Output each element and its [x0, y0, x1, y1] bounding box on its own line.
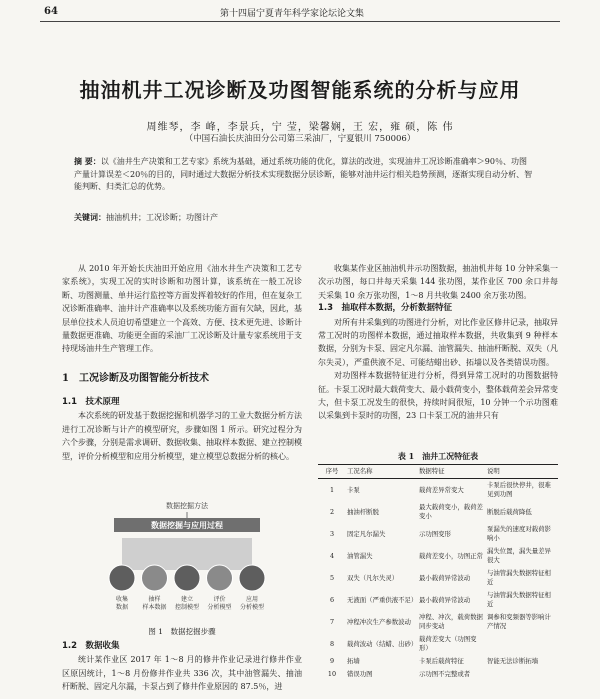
figure-step-circle	[109, 565, 135, 591]
affiliation: （中国石油长庆油田分公司第三采油厂，宁夏银川 750006）	[184, 134, 416, 144]
section-1-2	[62, 640, 302, 694]
figure-step-circle	[174, 565, 200, 591]
table-cell: 最小载荷异常波动	[419, 573, 471, 582]
section-1-2-heading: 1.2 数据收集	[62, 641, 120, 651]
section-1-heading: 1 工况诊断及功图智能分析技术	[62, 373, 209, 384]
figure-banner-text: 数据挖掘与应用过程	[151, 521, 223, 530]
table-cell: 卡泵	[347, 485, 360, 494]
right-column	[318, 262, 558, 423]
section-1-3-heading: 1.3 抽取样本数据，分析数据特征	[318, 303, 453, 314]
table-row	[318, 501, 558, 523]
table-cell: 7	[329, 617, 335, 626]
table-cell: 载荷差异常变大	[419, 485, 464, 494]
table-cell: 8	[329, 639, 335, 648]
table-cell: 卡泵后载荷特征	[419, 657, 464, 665]
table-cell: 拓墙	[347, 657, 360, 665]
table-row	[318, 523, 558, 545]
table-header-cell: 序号	[318, 465, 346, 479]
running-title: 第十四届宁夏青年科学家论坛论文集	[220, 9, 365, 19]
figure-top-label: 数据挖掘方法	[166, 502, 208, 510]
table-cell: 4	[329, 551, 335, 560]
table-cell: 与油管漏失数据特征相近	[487, 569, 551, 586]
right-paragraph-3: 对功图样本数据特征进行分析，得到异常工况时的功图数据特征。卡泵工况时最大载荷变大、最小载荷变小，整体载荷差会异常变大，但卡泵工况发生的很快，持续时间很短，10 分钟一个示功图难以采集到卡泵时的功图，23 口卡泵工况的油井只有	[318, 371, 558, 421]
table-cell: 卡泵后很快停井，很难见到功图	[487, 481, 551, 498]
abstract-label: 摘 要：	[74, 157, 101, 166]
table-cell: 错误功图	[347, 670, 373, 678]
table-header-cell: 说明	[486, 465, 558, 479]
table-cell: 最大载荷变小，载荷差变小	[419, 503, 483, 520]
figure-step-sublabel: 样本数据	[142, 604, 167, 611]
table-cell: 调参和变频器等影响计产情况	[487, 613, 551, 630]
abstract-text: 以《油井生产决策和工艺专家》系统为基础，通过系统功能的优化，算法的改进，实现油井工况诊断准确率＞90％、功图产量计算误差＜20％的目的，同时通过大数据分析技术实现数据分层诊断，能够对油井运行相关趋势预测，逐渐实现自动分析、智能判断、归类汇总的优势。	[74, 157, 533, 191]
keywords	[74, 212, 534, 223]
section-1-1	[62, 396, 302, 463]
right-paragraph-2: 对所有井采集到的功图进行分析，对比作业区修井记录，抽取异常工况时的功图样本数据，通过抽取样本数据，共收集到 9 种样本数据，分别为卡泵、固定凡尔漏、油管漏失、抽油杆断脱、双失（凡尔失灵），严重供液不足、可能结蜡出砂、拓墙以及各类错误功图。	[318, 317, 558, 367]
table-cell: 示功图不完整或者	[419, 670, 471, 678]
table-cell: 智能无法诊断拓墙	[487, 657, 539, 665]
table-cell: 载荷差变大（功图变形）	[419, 635, 477, 652]
table-header-cell: 数据特征	[418, 465, 486, 479]
table-row	[318, 545, 558, 567]
figure-step-label: 评价	[213, 596, 226, 603]
figure-step-circle	[142, 565, 168, 591]
table-cell: 无液面（严重供液不足）	[347, 595, 418, 604]
table-cell: 10	[327, 670, 337, 678]
figure-step-circle	[207, 565, 233, 591]
table-cell	[486, 633, 558, 655]
table-cell: 抽油杆断脱	[347, 507, 379, 516]
figure-step-sublabel: 分析模型	[239, 604, 265, 611]
table-cell: 5	[329, 573, 335, 582]
table-cell: 示功图变形	[419, 529, 451, 538]
figure-step-circle	[239, 565, 265, 591]
intro-paragraph: 从 2010 年开始长庆油田开始应用《油水井生产决策和工艺专家系统》，实现工况的实时诊断和功图计算，该系统在一般工况诊断、功图测量、单井运行监控等方面发挥着较好的作用，但在复杂工况诊断准确率、油井计产准确率以及系统功能方面有欠缺，因此，基层单位技术人员迫切希望建立一个高效、方便、技术更先进、诊断计量数据更准确、功能更全面的采油厂工况诊断及计量专家系统用于支持现场油井生产管理工作。	[62, 264, 302, 354]
figure-step-label: 建立	[180, 596, 194, 603]
page-header	[0, 0, 600, 22]
table-cell: 断脱后载荷降低	[487, 507, 532, 516]
figure-1-caption: 图 1 数据挖掘步骤	[148, 627, 216, 636]
section-1-2-paragraph: 统计某作业区 2017 年 1～8 月的修井作业记录进行修井作业区原因统计，1～8 月份修井作业共 336 次，其中油管漏失、抽油杆断脱、固定凡尔漏，卡泵占到了修井作业原因的 87.5％，进	[62, 655, 302, 692]
left-column-top	[62, 262, 302, 356]
table-row	[318, 655, 558, 668]
table-cell: 最小载荷异常波动	[419, 595, 471, 604]
table-cell: 冲程冲次生产参数波动	[347, 617, 411, 626]
table-cell	[486, 668, 558, 681]
abstract	[74, 156, 534, 194]
table-cell: 冲程、冲次，载荷数据同步变动	[419, 613, 483, 630]
paper-title: 抽油机井工况诊断及功图智能系统的分析与应用	[79, 78, 521, 102]
table-row	[318, 633, 558, 655]
figure-step-sublabel: 分析模型	[207, 604, 232, 611]
section-1-1-heading: 1.1 技术原理	[62, 397, 120, 407]
table-cell: 泵漏失的速度对载荷影响小	[487, 525, 551, 542]
table-cell: 与油管漏失数据特征相近	[487, 591, 551, 608]
section-1-1-paragraph: 本次系统的研发基于数据挖掘和机器学习的工业大数据分析方法进行工况诊断与计产的模型研究，步骤如图 1 所示。研究过程分为六个步骤，分别是需求调研、数据收集、抽取样本数据、建立控制模型，评价分析模型和应用分析模型，建立模型总数据分析的核心。	[62, 411, 302, 461]
table-cell: 1	[329, 485, 335, 494]
figure-steps	[109, 565, 265, 611]
authors: 周维琴，李 峰，李景兵，宁 莹，梁馨娴，王 宏，雍 硕，陈 伟	[146, 122, 454, 133]
figure-step-label: 收集	[115, 596, 129, 603]
figure-step-sublabel: 控制模型	[174, 604, 200, 611]
table-cell: 6	[329, 595, 335, 604]
table-cell: 2	[329, 507, 335, 516]
table-cell: 9	[329, 657, 335, 665]
table-row	[318, 567, 558, 589]
figure-step-label: 应用	[245, 596, 259, 603]
table-header-row	[318, 465, 558, 479]
table-row	[318, 589, 558, 611]
table-row	[318, 611, 558, 633]
table-1-caption: 表 1 油井工况特征表	[397, 451, 479, 461]
table-cell: 双失（凡尔失灵）	[347, 573, 399, 582]
table-cell: 载荷差变小，功图正常	[419, 551, 483, 560]
table-1	[318, 464, 558, 681]
table-row	[318, 479, 558, 502]
table-cell: 载荷波动（结蜡、出砂）	[347, 639, 418, 648]
table-header-cell: 工况名称	[346, 465, 418, 479]
figure-1	[92, 498, 282, 618]
table-cell: 漏失位置，漏失量差异很大	[487, 547, 551, 564]
table-cell: 固定凡尔漏失	[347, 529, 386, 538]
figure-step-sublabel: 数据	[115, 604, 129, 611]
page-number: 64	[44, 6, 58, 17]
keywords-label: 关键词：	[74, 212, 106, 222]
table-cell: 3	[329, 529, 335, 538]
table-row	[318, 668, 558, 681]
header-rule	[40, 21, 560, 22]
table-body	[318, 479, 558, 682]
figure-step-label: 抽样	[148, 596, 161, 603]
table-cell: 油管漏失	[347, 551, 373, 560]
keywords-text: 抽油机井；工况诊断；功图计产	[106, 213, 218, 222]
right-paragraph-1: 收集某作业区抽油机井示功图数据，抽油机井每 10 分钟采集一次示功图，每口井每天采集 144 张功图，某作业区 700 余口井每天采集 10 余万张功图，1～8 月共收集 2400 余万张功图。	[318, 264, 558, 300]
